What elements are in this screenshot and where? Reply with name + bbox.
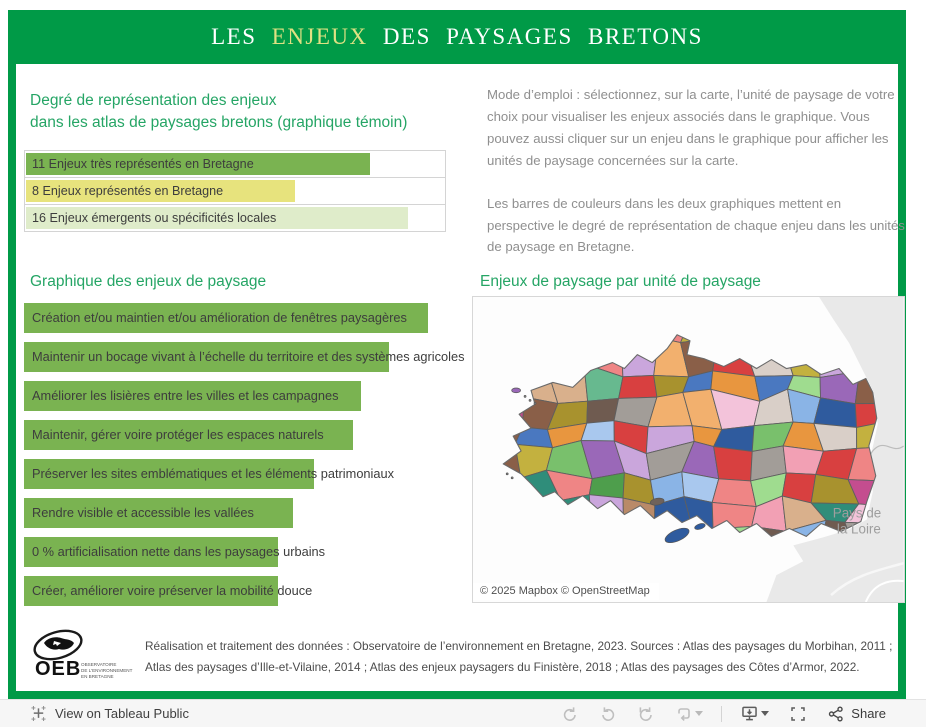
enjeux-bar-row[interactable] <box>24 459 465 489</box>
share-icon <box>827 705 845 723</box>
island[interactable] <box>534 402 536 404</box>
witness-table <box>24 150 446 232</box>
enjeux-bar-row[interactable] <box>24 420 465 450</box>
replay-icon <box>637 705 655 723</box>
witness-bar-label: 8 Enjeux représentés en Bretagne <box>32 184 224 198</box>
witness-row[interactable] <box>25 178 445 205</box>
dashboard-banner <box>8 10 906 64</box>
enjeux-bar-row[interactable] <box>24 342 465 372</box>
instructions-para-2: Les barres de couleurs dans les deux graphiques mettent en perspective le degré de représentation de chaque enjeu dans les unités de paysage en Bretagne. <box>487 195 905 255</box>
witness-bar-label: 11 Enjeux très représentés en Bretagne <box>32 157 254 171</box>
dashboard-title-highlight: ENJEUX <box>271 24 368 49</box>
redo-icon <box>599 705 617 723</box>
island[interactable] <box>512 388 521 393</box>
svg-text:OBSERVATOIRE: OBSERVATOIRE <box>81 662 117 667</box>
enjeux-bar-label: Création et/ou maintien et/ou amélioration de fenêtres paysagères <box>32 310 407 325</box>
view-on-tableau-public-link[interactable] <box>30 705 189 722</box>
tableau-toolbar <box>0 699 926 727</box>
landscape-unit[interactable] <box>712 479 756 507</box>
toolbar-controls <box>551 700 896 728</box>
view-on-tableau-public-label: View on Tableau Public <box>55 706 189 721</box>
undo-icon <box>561 705 579 723</box>
enjeux-bar-label: Rendre visible et accessible les vallées <box>32 505 254 520</box>
refresh-icon <box>675 705 693 723</box>
island[interactable] <box>511 477 513 479</box>
redo-button[interactable] <box>589 700 627 728</box>
dashboard-frame <box>8 10 906 699</box>
enjeux-bar-label: 0 % artificialisation nette dans les paysages urbains <box>32 544 326 559</box>
brittany-map[interactable] <box>473 297 904 602</box>
enjeux-bar-row[interactable] <box>24 303 465 333</box>
island[interactable] <box>524 395 526 397</box>
svg-text:EN BRETAGNE: EN BRETAGNE <box>81 674 114 679</box>
island[interactable] <box>506 473 508 475</box>
enjeux-bar-chart <box>24 303 465 615</box>
instructions-text <box>487 84 909 279</box>
map-panel[interactable] <box>472 296 905 603</box>
witness-row[interactable] <box>25 205 445 231</box>
witness-chart-title: Degré de représentation des enjeux dans les atlas de paysages bretons (graphique témoin) <box>30 92 408 131</box>
enjeux-bar-label: Préserver les sites emblématiques et les éléments patrimoniaux <box>32 466 395 481</box>
map-attribution[interactable]: © 2025 Mapbox © OpenStreetMap <box>473 583 659 600</box>
map-title: Enjeux de paysage par unité de paysage <box>480 273 761 290</box>
dashboard-title: LES ENJEUX DES PAYSAGES BRETONS <box>211 24 703 49</box>
refresh-button[interactable] <box>665 700 713 728</box>
svg-text:OEB: OEB <box>35 658 82 680</box>
enjeux-chart-title: Graphique des enjeux de paysage <box>30 273 267 290</box>
toolbar-divider <box>721 706 722 722</box>
witness-row[interactable] <box>25 151 445 178</box>
share-button[interactable] <box>817 700 896 728</box>
island[interactable] <box>529 399 531 401</box>
enjeux-bar-label: Maintenir un bocage vivant à l’échelle du territoire et des systèmes agricoles <box>32 349 465 364</box>
enjeux-bar-row[interactable] <box>24 537 465 567</box>
enjeux-bar-label: Améliorer les lisières entre les villes et les campagnes <box>32 388 339 403</box>
fullscreen-button[interactable] <box>779 700 817 728</box>
enjeux-bar-row[interactable] <box>24 498 465 528</box>
download-button[interactable] <box>730 700 779 728</box>
svg-text:DE L'ENVIRONNEMENT: DE L'ENVIRONNEMENT <box>81 668 133 673</box>
enjeux-bar-row[interactable] <box>24 576 465 606</box>
undo-button[interactable] <box>551 700 589 728</box>
download-caret-icon <box>761 711 769 716</box>
oeb-logo <box>28 628 156 684</box>
replay-button[interactable] <box>627 700 665 728</box>
refresh-caret-icon <box>695 711 703 716</box>
download-icon <box>740 704 759 723</box>
enjeux-bar-label: Maintenir, gérer voire protéger les espaces naturels <box>32 427 324 442</box>
landscape-unit[interactable] <box>714 447 753 481</box>
neighbor-region-label: Pays de la Loire <box>832 505 882 537</box>
fullscreen-icon <box>789 705 807 723</box>
footer-credit: Réalisation et traitement des données : Observatoire de l’environnement en Bretagne, 2023. Sources : Atlas des paysages du Morbihan, 2011 ; Atlas des paysages d’Ille-et-Vilaine, 2014 ; Atlas des enjeux paysagers du Finistère, 2018 ; Atlas des paysages des Côtes d’Armor, 2022. <box>145 639 893 674</box>
witness-bar-label: 16 Enjeux émergents ou spécificités locales <box>32 211 277 225</box>
tableau-logo-icon <box>30 705 47 722</box>
landscape-unit[interactable] <box>587 398 619 423</box>
share-label: Share <box>851 706 886 721</box>
enjeux-bar-row[interactable] <box>24 381 465 411</box>
dashboard-content <box>16 64 905 691</box>
instructions-para-1: Mode d’emploi : sélectionnez, sur la carte, l’unité de paysage de votre choix pour visualiser les enjeux associés dans le graphique. Vous pouvez aussi cliquer sur un enjeu dans le graphique pour afficher les unités de paysage concernées sur la carte. <box>487 87 895 168</box>
enjeux-bar-label: Créer, améliorer voire préserver la mobilité douce <box>32 583 313 598</box>
landscape-unit[interactable] <box>619 375 657 398</box>
